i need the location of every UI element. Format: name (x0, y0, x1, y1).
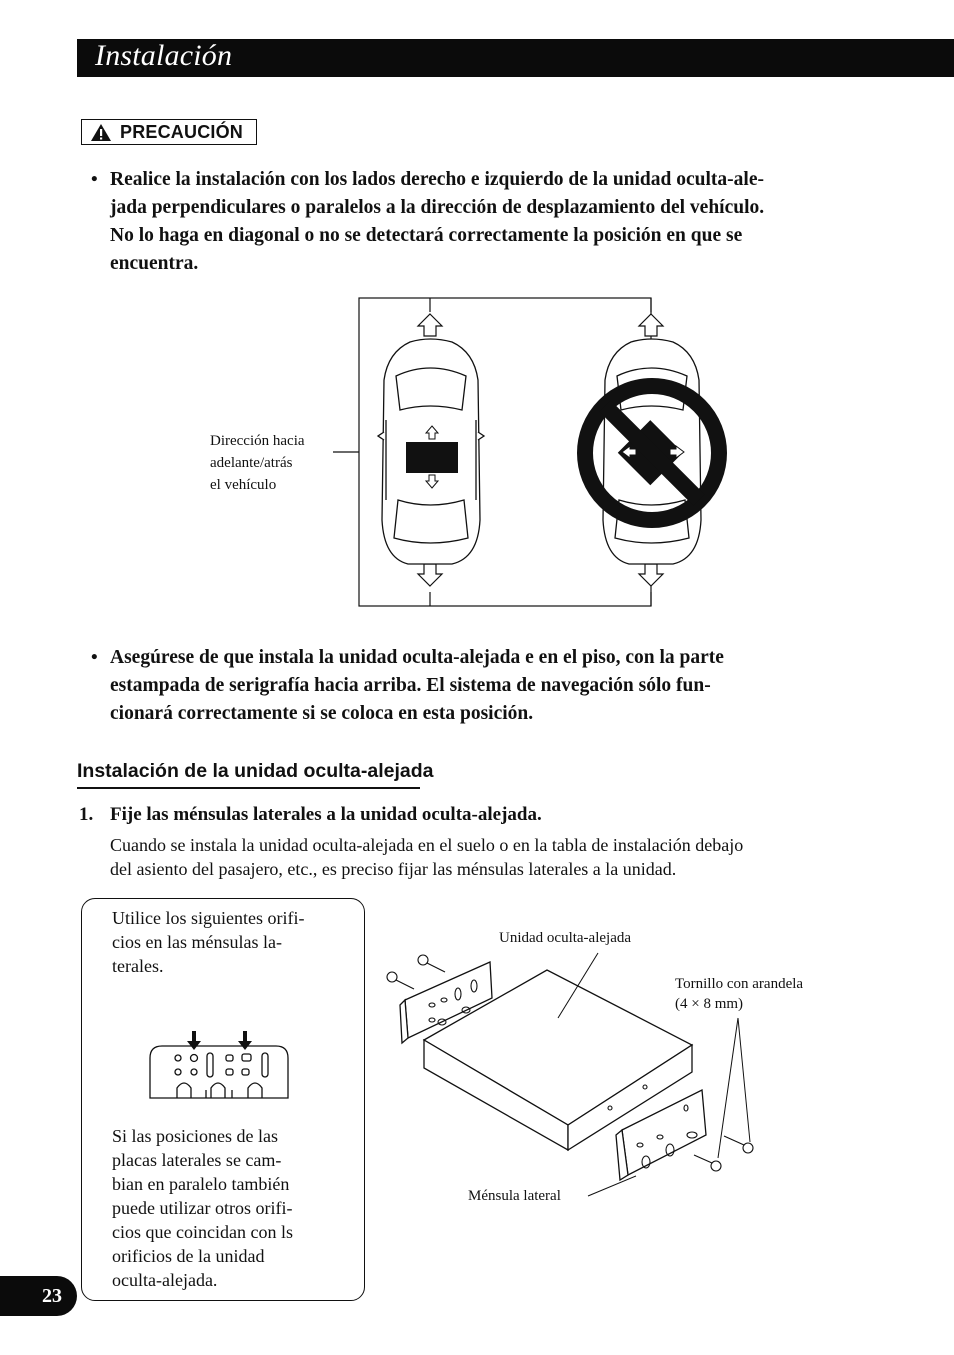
note-top-line-1: Utilice los siguientes orifi- (112, 908, 305, 928)
page-number: 23 (42, 1285, 62, 1307)
note-bottom-line-1: Si las posiciones de las (112, 1126, 278, 1146)
unit-label: Unidad oculta-alejada (499, 930, 632, 946)
note-bottom-line-6: orificios de la unidad (112, 1246, 265, 1266)
screw-label-line-1: Tornillo con arandela (675, 976, 804, 992)
step-body-line-2: del asiento del pasajero, etc., es preciso fijar las ménsulas laterales a la unidad. (110, 859, 677, 879)
caution-label: PRECAUCIÓN (120, 122, 244, 142)
direction-label-line-1: Dirección hacia (210, 433, 305, 449)
direction-label-line-2: adelante/atrás (210, 455, 293, 471)
bullet-1-line-1: Realice la instalación con los lados derecho e izquierdo de la unidad oculta-ale- (110, 169, 764, 190)
bullet-1-line-4: encuentra. (110, 253, 199, 274)
section-heading: Instalación de la unidad oculta-alejada (77, 760, 434, 782)
bracket-label: Ménsula lateral (468, 1188, 561, 1204)
direction-label-line-3: el vehículo (210, 477, 277, 493)
bullet-marker: • (91, 647, 98, 668)
note-bottom-line-4: puede utilizar otros orifi- (112, 1198, 293, 1218)
page-title: Instalación (95, 39, 233, 72)
bullet-2-line-1: Asegúrese de que instala la unidad oculta-alejada e en el piso, con la parte (110, 647, 724, 668)
bullet-2-line-2: estampada de serigrafía hacia arriba. El sistema de navegación sólo fun- (110, 675, 711, 696)
screw-label-line-2: (4 × 8 mm) (675, 996, 744, 1012)
note-bottom-line-2: placas laterales se cam- (112, 1150, 282, 1170)
bullet-2-line-3: cionará correctamente si se coloca en esta posición. (110, 703, 534, 724)
step-number: 1. (79, 804, 94, 825)
note-top-line-2: cios en las ménsulas la- (112, 932, 282, 952)
bullet-marker: • (91, 169, 98, 190)
page-number-tab (0, 1276, 77, 1316)
bullet-1-line-2: jada perpendiculares o paralelos a la dirección de desplazamiento del vehículo. (110, 197, 765, 218)
note-bottom-line-5: cios que coincidan con ls (112, 1222, 293, 1242)
note-top-line-3: terales. (112, 956, 164, 976)
bullet-1-line-3: No lo haga en diagonal o no se detectará correctamente la posición en que se (110, 225, 743, 246)
step-body-line-1: Cuando se instala la unidad oculta-alejada en el suelo o en la tabla de instalación debajo (110, 835, 744, 855)
note-bottom-line-3: bian en paralelo también (112, 1174, 290, 1194)
note-bottom-line-7: oculta-alejada. (112, 1270, 218, 1290)
step-title: Fije las ménsulas laterales a la unidad oculta-alejada. (110, 804, 542, 825)
